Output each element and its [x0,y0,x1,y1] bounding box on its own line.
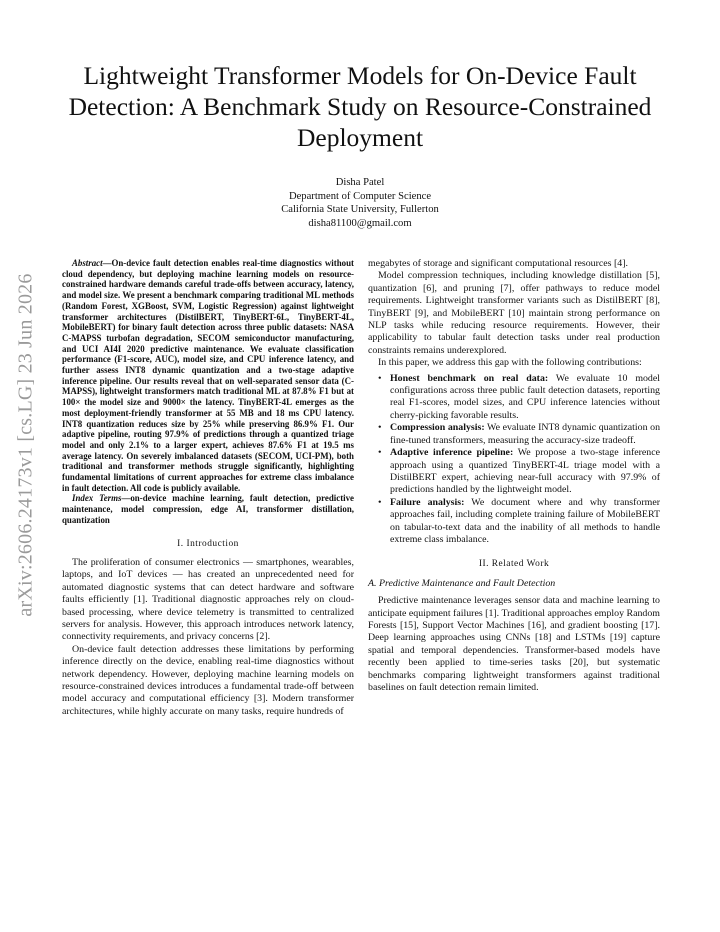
intro-paragraph-2: On-device fault detection addresses these limitations by performing inference directly on the device, enabling real-time diagnostics without network dependency. However, deploying machine learning models on resource-constrained devices introduces a fundamental trade-off between model accuracy and computational efficiency [3]. Modern transformer architectures, while highly accurate on many tasks, require hundreds of [62,643,354,717]
author-name: Disha Patel [335,177,385,188]
arxiv-id-text: arXiv:2606.24173v1 [cs.LG] 23 Jun 2026 [14,273,37,617]
abstract-lead: Abstract [72,258,103,268]
intro-paragraph-4: In this paper, we address this gap with the following contributions: [378,357,642,369]
index-terms [62,493,354,525]
list-item [390,447,660,497]
abstract [62,258,354,493]
section-heading-related-work: II. Related Work [478,559,550,570]
index-terms-text: —on-device machine learning, fault detection, predictive maintenance, model compression, edge AI, transformer distillation, quantization [62,493,355,525]
related-paragraph-1: Predictive maintenance leverages sensor data and machine learning to anticipate equipment failures [1]. Traditional approaches employ Random Forests [15], Support Vector Machines [16], and gradient boosting [17]. Deep learning approaches using CNNs [18] and LSTMs [19] capture spatial and temporal dependencies. Transformer-based models have recently been applied to time-series tasks [20], but systematic benchmarks comparing lightweight transformers against traditional baselines on fault detection remain limited. [368,595,660,693]
intro-paragraph-1: The proliferation of consumer electronics — smartphones, wearables, laptops, and IoT devices — has created an unprecedented need for automated diagnostic systems that can detect hardware and software faults efficiently [1]. Traditional diagnostic approaches rely on cloud-based processing, where device telemetry is transmitted to centralized servers for analysis. However, this approach introduces network latency, connectivity requirements, and privacy concerns [2]. [62,556,354,643]
abstract-text: —On-device fault detection enables real-time diagnostics without cloud dependency, but deploying machine learning models on resource-constrained hardware demands careful trade-offs between accuracy, latency, and model size. We present a benchmark comparing traditional ML methods (Random Forest, XGBoost, SVM, Logistic Regression) against lightweight transformer architectures (DistilBERT, TinyBERT-6L, TinyBERT-4L, MobileBERT) for binary fault detection across three public datasets: NASA C-MAPSS turbofan degradation, SECOM semiconductor manufacturing, and UCI AI4I 2020 predictive maintenance. We evaluate classification performance (F1-score, AUC), model size, and CPU inference latency, and further assess INT8 dynamic quantization and a two-stage adaptive inference pipeline. Our results reveal that on well-separated sensor data (C-MAPSS), lightweight transformers match traditional ML at 87.8% F1 but at 100× the model size and 9000× the latency. TinyBERT-4L emerges as the most deployment-friendly transformer at 55 MB and 18 ms CPU latency. INT8 quantization reduces size by 25% while preserving 86.9% F1. Our adaptive pipeline, routing 97.9% of predictions through a quantized triage model and only 2.1% to a larger expert, achieves 87.6% F1 at 19.5 ms average latency. On severely imbalanced datasets (SECOM, UCI-PM), both traditional and transformer methods struggle significantly, highlighting fundamental limitations of current approaches for extreme class imbalance in fault detection. All code is publicly available. [62,258,354,493]
intro-paragraph-3: Model compression techniques, including knowledge distillation [5], quantization [6], and pruning [7], offer pathways to reduce model requirements. Lightweight transformer variants such as DistilBERT [8], TinyBERT [9], and MobileBERT [10] maintain strong performance on NLP tasks while reducing resource requirements. However, their applicability to tabular fault detection tasks under real production constraints remains underexplored. [368,270,660,356]
intro-continuation: megabytes of storage and significant computational resources [4]. [368,258,628,269]
list-item [390,422,660,447]
list-item [390,497,660,547]
author-department: Department of Computer Science [288,190,432,202]
contribution-title: Compression analysis: [390,422,485,434]
contribution-title: Failure analysis: [390,496,465,508]
paper-title: Lightweight Transformer Models for On-Device Fault Detection: A Benchmark Study on Resource-Constrained Deployment [68,61,652,152]
contribution-list [368,373,660,547]
contribution-text: We propose a two-stage inference approach using a quantized TinyBERT-4L triage model with a DistilBERT expert, achieving near-full accuracy with 97.9% of predictions handled by the lightweight model. [390,447,661,496]
subsection-heading-predictive-maintenance: A. Predictive Maintenance and Fault Detection [368,577,556,589]
right-column [368,258,660,694]
contribution-text: We document where and why transformer approaches fail, including complete training failure of MobileBERT on tabular-to-text data and the inability of all methods to handle extreme class imbalance. [390,496,660,545]
contribution-title: Honest benchmark on real data: [390,372,549,384]
left-column [62,258,354,718]
contribution-title: Adaptive inference pipeline: [390,447,514,459]
section-heading-introduction: I. Introduction [177,538,239,549]
list-item [390,373,660,423]
index-terms-lead: Index Terms [72,493,122,504]
contribution-text: We evaluate 10 model configurations across three public fault detection datasets, reporting real F1-scores, model sizes, and CPU inference latencies without cherry-picking favorable results. [390,372,660,421]
arxiv-identifier [6,205,46,685]
author-institution: California State University, Fullerton [281,204,439,215]
author-block [160,176,560,230]
contribution-text: We evaluate INT8 dynamic quantization on fine-tuned transformers, measuring the accuracy-size tradeoff. [390,422,661,446]
author-email: disha81100@gmail.com [308,217,412,229]
